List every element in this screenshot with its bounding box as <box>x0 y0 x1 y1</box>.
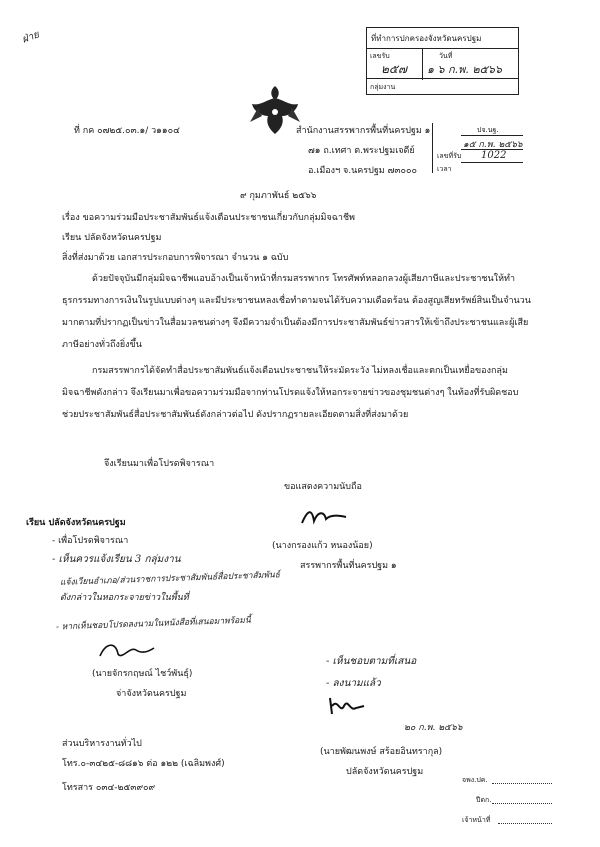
stamp2-top: ปจ.นฐ. <box>477 126 499 134</box>
deputy-signature <box>326 694 366 721</box>
stamp2-time-label: เวลา <box>437 165 452 173</box>
right-note-1: - เห็นชอบตามที่เสนอ <box>326 656 417 667</box>
receipt-office: ที่ทำการปกครองจังหวัดนครปฐม <box>371 34 482 43</box>
stamp2-no-label: เลขที่รับ <box>437 152 462 160</box>
recv-group-label: กลุ่มงาน <box>370 83 396 91</box>
routing-3: เจ้าหน้าที่ <box>462 816 491 824</box>
doc-number: ที่ กค ๐๗๒๕.๐๓.๑/ ว๑๑๐๔ <box>74 126 180 136</box>
paragraph-1: ด้วยปัจจุบันมีกลุ่มมิจฉาชีพแอบอ้างเป็นเจ้าหน้าที่กรมสรรพากร โทรศัพท์หลอกลวงผู้เสียภาษีและประชาชนให้ทำธุรกรรมทางการเงินในรูปแบบต่างๆ และมีประชาชนหลงเชื่อทำตามจนได้รับความเดือดร้อน ต้องสูญเสียทรัพย์สินเป็นจำนวนมากตามที่ปรากฏเป็นข่าวในสื่อมวลชนต่างๆ จึงมีความจำเป็นต้องมีการประชาสัมพันธ์ข่าวสารให้เข้าถึงประชาชนและผู้เสียภาษีอย่างทั่วถึงยิ่งขึ้น <box>62 274 531 350</box>
regards: ขอแสดงความนับถือ <box>284 482 362 492</box>
chief-signature <box>96 640 156 665</box>
routing-2-line <box>492 803 552 804</box>
chief-name: (นายจักรกฤษณ์ ไชว์พันธุ์) <box>92 669 193 679</box>
right-note-2: - ลงนามแล้ว <box>326 678 381 689</box>
footer-fax: โทรสาร ๐๓๔-๒๕๓๙๐๙ <box>62 783 156 793</box>
sender-line2: ๗๑ ถ.เทศา ต.พระปฐมเจดีย์ <box>308 146 415 156</box>
chief-title: จ่าจังหวัดนครปฐม <box>116 689 187 699</box>
footer-unit: ส่วนบริหารงานทั่วไป <box>62 739 142 749</box>
stamp2-date: ๑๕ ก.พ. ๒๕๖๖ <box>463 140 523 150</box>
subject: เรื่อง ขอความร่วมมือประชาสัมพันธ์แจ้งเตือนประชาชนเกี่ยวกับกลุ่มมิจฉาชีพ <box>62 213 355 223</box>
right-note-date: ๒๐ ก.พ. ๒๕๖๖ <box>404 723 463 733</box>
recv-no-label: เลขรับ <box>370 52 390 60</box>
receipt-stamp <box>366 27 519 95</box>
author-signature <box>300 505 350 530</box>
sender-line1: สำนักงานสรรพากรพื้นที่นครปฐม ๑ <box>296 126 431 136</box>
signer-title: สรรพากรพื้นที่นครปฐม ๑ <box>300 561 397 571</box>
receive-stamp-provincial <box>432 123 523 173</box>
stamp2-no: 1022 <box>481 150 507 161</box>
paragraph-2: กรมสรรพากรได้จัดทำสื่อประชาสัมพันธ์แจ้งเตือนประชาชนให้ระมัดระวัง ไม่หลงเชื่อและตกเป็นเหยื่อของกลุ่มมิจฉาชีพดังกล่าว จึงเรียนมาเพื่อขอความร่วมมือจากท่านโปรดแจ้งให้หอกระจายข่าวของชุมชนต่างๆ ในท้องที่รับผิดชอบ ช่วยประชาสัมพันธ์สื่อประชาสัมพันธ์ดังกล่าวต่อไป ดังปรากฏรายละเอียดตามสิ่งที่ส่งมาด้วย <box>62 366 519 420</box>
routing-3-line <box>498 823 552 824</box>
closing-request: จึงเรียนมาเพื่อโปรดพิจารณา <box>104 459 215 469</box>
minute-item-5: - หากเห็นชอบโปรดลงนามในหนังสือที่เสนอมาพร้อมนี้ <box>55 615 251 633</box>
letter-date: ๙ กุมภาพันธ์ ๒๕๖๖ <box>240 191 317 201</box>
margin-note: ฝ่าย <box>20 29 41 46</box>
minute-item-3: แจ้งเวียนอำเภอ/ส่วนราชการประชาสัมพันธ์สื่อประชาสัมพันธ์ <box>59 570 281 588</box>
minute-item-2: - เห็นควรแจ้งเรียน 3 กลุ่มงาน <box>52 554 181 565</box>
sender-line3: อ.เมืองฯ จ.นครปฐม ๗๓๐๐๐ <box>308 166 418 176</box>
signer-name: (นางกรองแก้ว หนองน้อย) <box>272 541 373 551</box>
addressee: เรียน ปลัดจังหวัดนครปฐม <box>62 233 162 243</box>
routing-1-line <box>492 783 552 784</box>
footer-tel: โทร.๐-๓๔๒๕-๘๘๑๖ ต่อ ๑๒๒ (เฉลิมพงศ์) <box>62 759 225 769</box>
routing-1: จพง.ปค. <box>462 776 488 784</box>
routing-2: ปีดก. <box>476 796 492 804</box>
deputy-name: (นายพัฒนพงษ์ สร้อยอินทรากุล) <box>320 747 443 757</box>
recv-date: ๑ ๖ ก.พ. ๒๕๖๖ <box>427 63 502 76</box>
deputy-title: ปลัดจังหวัดนครปฐม <box>346 767 424 777</box>
minute-item-4: ดังกล่าวในหอกระจายข่าวในพื้นที่ <box>60 593 189 603</box>
minute-item-1: - เพื่อโปรดพิจารณา <box>52 536 129 546</box>
minute-addressee: เรียน ปลัดจังหวัดนครปฐม <box>26 518 126 528</box>
recv-no: ๒๕๗ <box>381 62 408 76</box>
recv-date-label: วันที่ <box>439 52 453 60</box>
enclosure: สิ่งที่ส่งมาด้วย เอกสารประกอบการพิจารณา จำนวน ๑ ฉบับ <box>62 253 289 263</box>
